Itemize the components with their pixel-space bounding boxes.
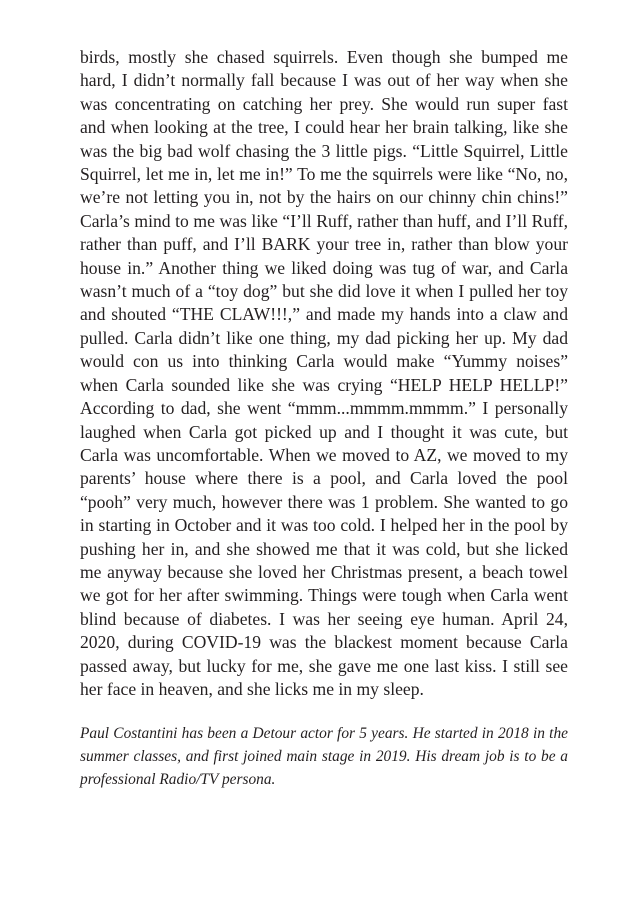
story-paragraph: birds, mostly she chased squirrels. Even though she bumped me hard, I didn’t normally fall because I was out of her way when she was concentrating on catching her prey. She would run super fast and when looking at the tree, I could hear her brain talking, like she was the big bad wolf chasing the 3 little pigs. “Little Squirrel, Little Squirrel, let me in, let me in!” To me the squirrels were like “No, no, we’re not letting you in, not by the hairs on our chinny chin chins!” Carla’s mind to me was like “I’ll Ruff, rather than huff, and I’ll Ruff, rather than puff, and I’ll BARK your tree in, rather than blow your house in.” Another thing we liked doing was tug of war, and Carla wasn’t much of a “toy dog” but she did love it when I pulled her toy and shouted “THE CLAW!!!,” and made my hands into a claw and pulled. Carla didn’t like one thing, my dad picking her up. My dad would con us into thinking Carla would make “Yummy noises” when Carla sounded like she was crying “HELP HELP HELLP!” According to dad, she went “mmm...mmmm.mmmm.” I personally laughed when Carla got picked up and I thought it was cute, but Carla was uncomfortable. When we moved to AZ, we moved to my parents’ house where there is a pool, and Carla loved the pool “pooh” very much, however there was 1 problem. She wanted to go in starting in October and it was too cold. I helped her in the pool by pushing her in, and she showed me that it was cold, but she licked me anyway because she loved her Christmas present, a beach towel we got for her after swimming. Things were tough when Carla went blind because of diabetes. I was her seeing eye human. April 24, 2020, during COVID-19 was the blackest moment because Carla passed away, but lucky for me, she gave me one last kiss. I still see her face in heaven, and she licks me in my sleep. [80,47,568,699]
document-page [80,46,568,791]
author-bio: Paul Costantini has been a Detour actor for 5 years. He started in 2018 in the summer classes, and first joined main stage in 2019. His dream job is to be a professional Radio/TV persona. [80,725,568,788]
